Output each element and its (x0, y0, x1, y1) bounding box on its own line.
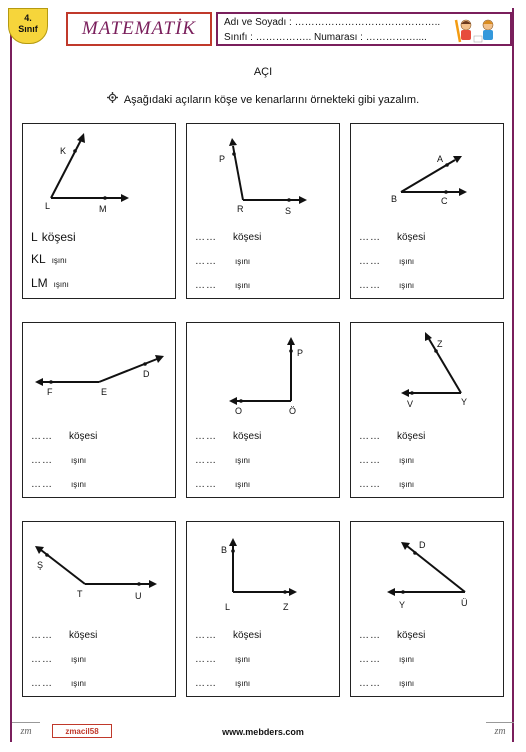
footer-url[interactable]: www.mebders.com (222, 727, 304, 737)
point-label: L (45, 201, 51, 211)
angle-card-1 (22, 123, 176, 299)
ray-answer-blank: …… ışını (195, 479, 251, 490)
class-line: Sınıfı : …………….. Numarası : …………….... (224, 32, 427, 43)
point-label: K (60, 146, 67, 156)
point-label: Y (399, 600, 406, 610)
ray-answer-blank: …… ışını (359, 479, 415, 490)
vertex-answer-blank: …… köşesi (359, 630, 426, 641)
instruction (0, 92, 526, 106)
point-label: U (135, 591, 142, 601)
ray-answer-blank: …… ışını (31, 455, 87, 466)
ray-answer-blank: …… ışını (195, 280, 251, 291)
example-vertex-answer: L köşesi (31, 230, 76, 244)
vertex-answer-blank: …… köşesi (195, 431, 262, 442)
angle-diagram (351, 124, 505, 300)
point-label: P (219, 154, 226, 164)
subject-title: MATEMATİK (66, 12, 212, 46)
point-label: Z (283, 602, 289, 612)
instruction-text: Aşağıdaki açıların köşe ve kenarlarını örnekteki gibi yazalım. (123, 94, 420, 106)
vertex-answer-blank: …… köşesi (31, 431, 98, 442)
angle-diagram (187, 522, 341, 698)
point-label: F (47, 387, 53, 397)
example-ray-answer: LM ışını (31, 276, 69, 290)
vertex-answer-blank: …… köşesi (31, 630, 98, 641)
grade-word: Sınıf (18, 24, 38, 34)
point-label: V (407, 399, 414, 409)
footer-code: zmacil58 (52, 724, 112, 738)
point-label: R (237, 204, 244, 214)
point-label: S (285, 206, 292, 216)
corner-signature: zm (12, 722, 40, 741)
angle-card-5 (186, 322, 340, 498)
point-label: D (143, 369, 150, 379)
page-title: AÇI (253, 66, 273, 78)
angle-diagram (187, 323, 341, 499)
point-label: E (101, 387, 108, 397)
point-label: C (441, 196, 448, 206)
ray-answer-blank: …… ışını (359, 280, 415, 291)
point-label: A (437, 154, 444, 164)
ray-answer-blank: …… ışını (359, 256, 415, 267)
angle-diagram (351, 522, 505, 698)
point-label: Z (437, 339, 443, 349)
vertex-answer-blank: …… köşesi (195, 232, 262, 243)
point-label: M (99, 204, 107, 214)
angle-diagram (187, 124, 341, 300)
point-label: Ü (461, 598, 468, 608)
point-label: Y (461, 397, 468, 407)
point-label: Ö (289, 406, 297, 416)
point-label: B (221, 545, 228, 555)
grade-number: 4. (24, 13, 32, 23)
point-label: B (391, 194, 398, 204)
angle-card-6 (350, 322, 504, 498)
angle-diagram (351, 323, 505, 499)
point-label: T (77, 589, 83, 599)
kids-illustration (452, 16, 504, 46)
point-label: L (225, 602, 231, 612)
point-label: P (297, 348, 304, 358)
ray-answer-blank: …… ışını (359, 455, 415, 466)
angle-card-3 (350, 123, 504, 299)
angle-diagram (23, 522, 177, 698)
ray-answer-blank: …… ışını (31, 654, 87, 665)
ray-answer-blank: …… ışını (359, 654, 415, 665)
gear-icon (107, 92, 118, 106)
corner-signature: zm (486, 722, 514, 741)
angle-card-2 (186, 123, 340, 299)
ray-answer-blank: …… ışını (195, 654, 251, 665)
point-label: O (235, 406, 243, 416)
angle-diagram (23, 323, 177, 499)
angle-card-8 (186, 521, 340, 697)
student-info-box (216, 12, 512, 46)
ray-answer-blank: …… ışını (359, 678, 415, 689)
vertex-answer-blank: …… köşesi (195, 630, 262, 641)
angle-card-9 (350, 521, 504, 697)
ray-answer-blank: …… ışını (31, 479, 87, 490)
angle-card-4 (22, 322, 176, 498)
example-ray-answer: KL ışını (31, 252, 67, 266)
point-label: D (419, 540, 426, 550)
grade-badge (8, 8, 48, 44)
angle-card-7 (22, 521, 176, 697)
vertex-answer-blank: …… köşesi (359, 431, 426, 442)
vertex-answer-blank: …… köşesi (359, 232, 426, 243)
ray-answer-blank: …… ışını (195, 455, 251, 466)
angle-diagram (23, 124, 177, 300)
name-line: Adı ve Soyadı : …………………………………….. (224, 17, 441, 28)
point-label: Ş (37, 560, 44, 570)
ray-answer-blank: …… ışını (195, 678, 251, 689)
ray-answer-blank: …… ışını (31, 678, 87, 689)
ray-answer-blank: …… ışını (195, 256, 251, 267)
